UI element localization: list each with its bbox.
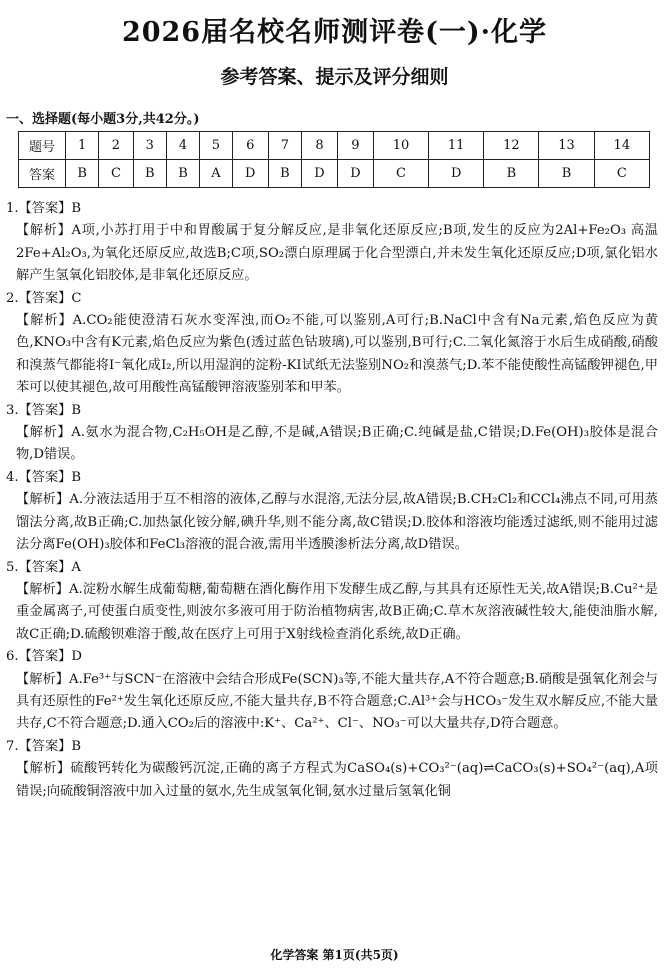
section-heading: 一、选择题(每小题3分,共42分。) bbox=[6, 112, 200, 127]
answer-cell: C bbox=[594, 160, 649, 188]
question-number-cell: 12 bbox=[484, 132, 539, 160]
question-number-cell: 2 bbox=[99, 132, 133, 160]
answer-cell: B bbox=[484, 160, 539, 188]
question-number-cell: 5 bbox=[200, 132, 233, 160]
answer-table bbox=[18, 131, 650, 188]
question-number-cell: 10 bbox=[373, 132, 428, 160]
answer-cell: B bbox=[166, 160, 199, 188]
question-7-answer: 7.【答案】B bbox=[6, 738, 82, 754]
question-number-cell: 6 bbox=[232, 132, 268, 160]
question-number-cell: 13 bbox=[539, 132, 594, 160]
question-1-explanation: 【解析】A项,小苏打用于中和胃酸属于复分解反应,是非氧化还原反应;B项,发生的反应为2Al+Fe₂O₃ 高温 2Fe+Al₂O₃,为氧化还原反应,故选B;C项,SO₂漂白原理属于化合型漂白,并未发生氧化还原反应;D项,氯化铝水解产生氢氧化铝胶体,是非氧化还原反应。 bbox=[16, 223, 658, 284]
question-1-answer: 1.【答案】B bbox=[6, 201, 82, 216]
answer-table-answer-row bbox=[19, 160, 650, 188]
question-2-answer: 2.【答案】C bbox=[6, 290, 82, 306]
answer-table-number-row bbox=[19, 132, 650, 160]
question-5-explanation: 【解析】A.淀粉水解生成葡萄糖,葡萄糖在酒化酶作用下发酵生成乙醇,与其具有还原性无关,故A错误;B.Cu²⁺是重金属离子,可使蛋白质变性,则波尔多液可用于防治植物病害,故B正确;C.草木灰溶液碱性较大,能使油脂水解,故C正确;D.硫酸钡难溶于酸,故在医疗上可用于X射线检查消化系统,故D正确。 bbox=[16, 581, 658, 642]
question-4-answer: 4.【答案】B bbox=[6, 469, 82, 485]
answer-cell: B bbox=[268, 160, 301, 188]
question-number-cell: 14 bbox=[594, 132, 649, 160]
question-number-cell: 3 bbox=[133, 132, 166, 160]
question-number-cell: 1 bbox=[66, 132, 99, 160]
question-number-cell: 11 bbox=[429, 132, 484, 160]
answer-row-label: 答案 bbox=[19, 160, 66, 188]
answer-cell: B bbox=[66, 160, 99, 188]
answer-cell: B bbox=[539, 160, 594, 188]
answer-cell: D bbox=[232, 160, 268, 188]
answer-cell: D bbox=[301, 160, 337, 188]
answer-cell: B bbox=[133, 160, 166, 188]
question-6-answer: 6.【答案】D bbox=[6, 649, 82, 665]
question-number-cell: 7 bbox=[268, 132, 301, 160]
answer-cell: C bbox=[99, 160, 133, 188]
answer-cell: D bbox=[337, 160, 373, 188]
question-3-explanation: 【解析】A.氨水为混合物,C₂H₅OH是乙醇,不是碱,A错误;B正确;C.纯碱是盐,C错误;D.Fe(OH)₃胶体是混合物,D错误。 bbox=[16, 425, 658, 463]
question-4-explanation: 【解析】A.分液法适用于互不相溶的液体,乙醇与水混溶,无法分层,故A错误;B.CH₂Cl₂和CCl₄沸点不同,可用蒸馏法分离,故B正确;C.加热氯化铵分解,碘升华,则不能分离,故C错误;D.胶体和溶液均能透过滤纸,则不能用过滤法分离Fe(OH)₃胶体和FeCl₃溶液的混合液,需用半透膜渗析法分离,故D错误。 bbox=[16, 492, 658, 553]
question-3-answer: 3.【答案】B bbox=[6, 402, 82, 418]
explanations bbox=[6, 198, 658, 803]
answer-cell: C bbox=[373, 160, 428, 188]
page-footer: 化学答案 第1页(共5页) bbox=[270, 948, 399, 962]
number-row-label: 题号 bbox=[19, 132, 66, 160]
page-subtitle: 参考答案、提示及评分细则 bbox=[220, 66, 449, 88]
answer-cell: D bbox=[429, 160, 484, 188]
question-number-cell: 8 bbox=[301, 132, 337, 160]
page-title: 2026届名校名师测评卷(一)·化学 bbox=[121, 17, 548, 48]
question-2-explanation: 【解析】A.CO₂能使澄清石灰水变浑浊,而O₂不能,可以鉴别,A可行;B.NaCl中含有Na元素,焰色反应为黄色,KNO₃中含有K元素,焰色反应为紫色(透过蓝色钴玻璃),可以鉴别,B可行;C.二氧化氮溶于水后生成硝酸,硝酸和溴蒸气都能将I⁻氧化成I₂,所以用湿润的淀粉-KI试纸无法鉴别NO₂和溴蒸气;D.苯不能使酸性高锰酸钾褪色,甲苯可以使其褪色,故可用酸性高锰酸钾溶液鉴别苯和甲苯。 bbox=[16, 313, 658, 396]
question-number-cell: 9 bbox=[337, 132, 373, 160]
question-7-explanation: 【解析】硫酸钙转化为碳酸钙沉淀,正确的离子方程式为CaSO₄(s)+CO₃²⁻(aq)⇌CaCO₃(s)+SO₄²⁻(aq),A项错误;向硫酸铜溶液中加入过量的氨水,先生成氢氧化铜,氨水过量后氢氧化铜 bbox=[16, 761, 658, 799]
answer-cell: A bbox=[200, 160, 233, 188]
question-5-answer: 5.【答案】A bbox=[6, 559, 81, 575]
question-number-cell: 4 bbox=[166, 132, 199, 160]
question-6-explanation: 【解析】A.Fe³⁺与SCN⁻在溶液中会结合形成Fe(SCN)₃等,不能大量共存,A不符合题意;B.硝酸是强氧化剂会与具有还原性的Fe²⁺发生氧化还原反应,不能大量共存,B不符合题意;C.Al³⁺会与HCO₃⁻发生双水解反应,不能大量共存,C不符合题意;D.通入CO₂后的溶液中:K⁺、Ca²⁺、Cl⁻、NO₃⁻可以大量共存,D符合题意。 bbox=[16, 671, 658, 732]
